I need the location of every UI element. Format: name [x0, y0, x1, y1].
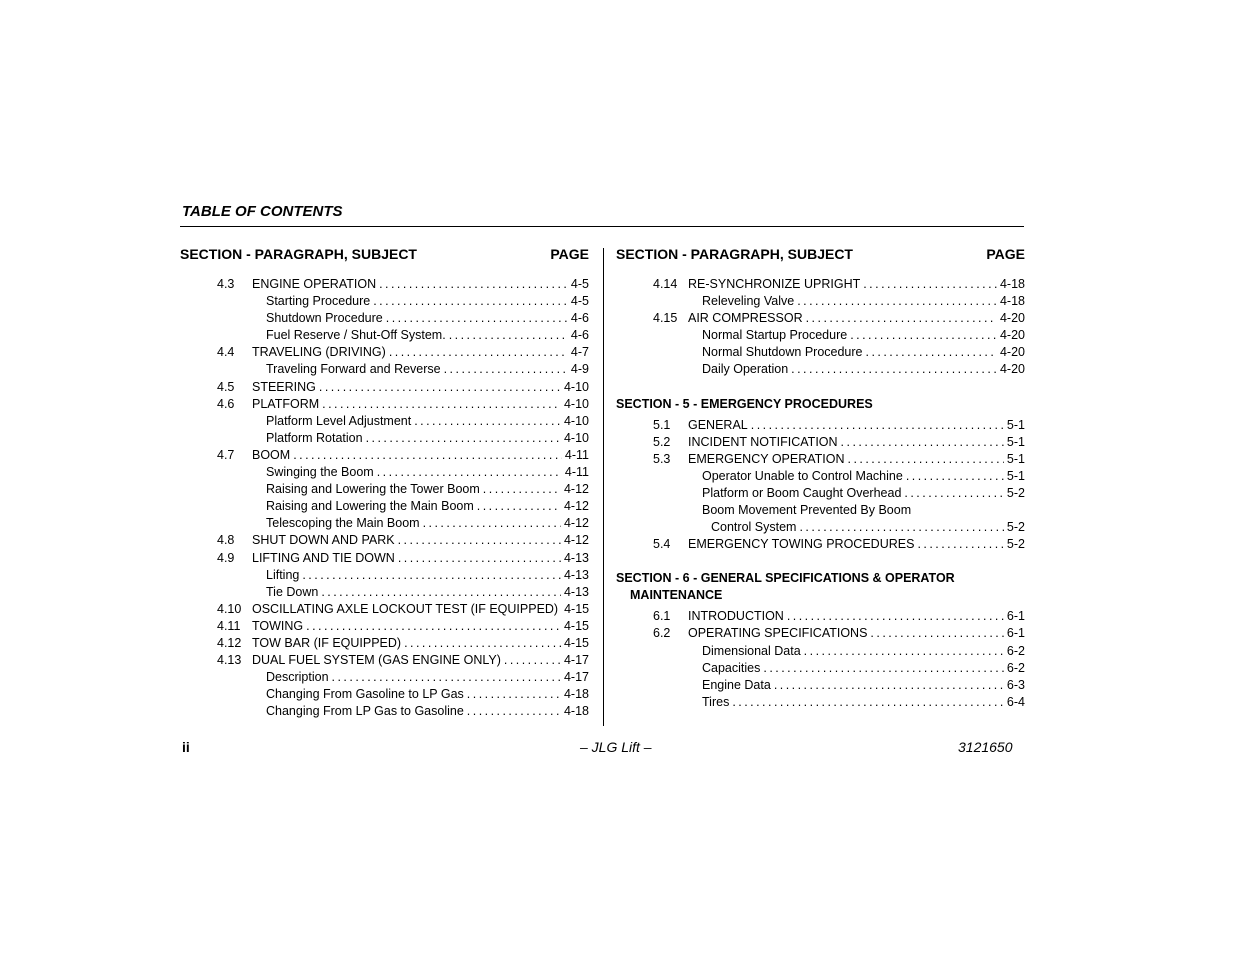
- toc-entry-leader: [906, 468, 1004, 485]
- toc-entry-title: PLATFORM: [252, 396, 320, 411]
- toc-entry-leader: [797, 293, 997, 310]
- toc-entries-section-6: [616, 608, 1025, 711]
- section-6-heading: [616, 570, 1025, 604]
- toc-entry-page: 5-2: [1006, 520, 1025, 535]
- column-heading-subject: SECTION - PARAGRAPH, SUBJECT: [616, 246, 853, 262]
- toc-entry-page: 4-10: [563, 430, 589, 445]
- toc-entry-page: 5-2: [1006, 485, 1025, 500]
- toc-entry-title: TOW BAR (IF EQUIPPED): [252, 635, 402, 650]
- toc-entry-leader: [799, 519, 1003, 536]
- toc-entry-page: 4-5: [570, 277, 589, 291]
- toc-entry-leader: [806, 310, 997, 327]
- toc-entry-leader: [870, 625, 1004, 642]
- toc-entry-page: 4-20: [999, 328, 1025, 343]
- toc-entry-page: 5-1: [1006, 434, 1025, 449]
- toc-entry[interactable]: [180, 652, 589, 669]
- toc-entries-section-5: [616, 417, 1025, 554]
- toc-entry[interactable]: [616, 276, 1025, 293]
- toc-entry-leader: [379, 276, 568, 293]
- toc-entry-title: Raising and Lowering the Tower Boom: [266, 482, 480, 497]
- toc-entry-leader: [804, 643, 1004, 660]
- column-divider: [603, 248, 604, 726]
- toc-entry-leader: [306, 618, 561, 635]
- toc-entry-leader: [302, 567, 561, 584]
- column-heading: [616, 246, 1025, 266]
- toc-entry-leader: [477, 498, 561, 515]
- toc-entry-number: 6.1: [653, 609, 671, 624]
- toc-entry-page: 4-20: [999, 345, 1025, 360]
- toc-entry-title: Releveling Valve: [702, 294, 795, 309]
- toc-entry-page: 4-7: [570, 345, 589, 360]
- toc-entry-title: Dimensional Data: [702, 643, 801, 658]
- toc-entry-page: 4-13: [563, 550, 589, 565]
- toc-entry-number: 4.3: [217, 277, 235, 291]
- toc-entry-title: BOOM: [252, 447, 291, 462]
- toc-entry-number: 4.5: [217, 379, 235, 394]
- toc-entry-leader: [787, 608, 1004, 625]
- footer-doc-number: 3121650: [958, 739, 1013, 755]
- toc-entries-right: [616, 276, 1025, 379]
- toc-entry-title: SHUT DOWN AND PARK: [252, 533, 395, 548]
- toc-entry-leader: [763, 660, 1004, 677]
- toc-entry[interactable]: [180, 344, 589, 361]
- toc-entry[interactable]: [616, 417, 1025, 434]
- toc-entry-leader: [321, 584, 561, 601]
- toc-entry[interactable]: [616, 344, 1025, 361]
- toc-entry-leader: [866, 344, 997, 361]
- toc-entry-title: Control System: [711, 520, 797, 535]
- toc-entry-title: Changing From Gasoline to LP Gas: [266, 687, 464, 702]
- toc-entry-title: Engine Data: [702, 677, 771, 692]
- toc-entry[interactable]: [616, 694, 1025, 711]
- toc-entry[interactable]: [180, 430, 589, 447]
- toc-entry-page: 4-13: [563, 567, 589, 582]
- toc-entry-page: 4-5: [570, 294, 589, 309]
- toc-entry-page: 4-10: [563, 379, 589, 394]
- toc-entry[interactable]: [180, 618, 589, 635]
- footer-center-text: – JLG Lift –: [580, 739, 652, 755]
- toc-entry-leader: [504, 652, 561, 669]
- toc-entry-leader: [850, 327, 997, 344]
- toc-entry[interactable]: [616, 434, 1025, 451]
- toc-entry-page: 4-6: [570, 311, 589, 326]
- toc-entry-number: 5.4: [653, 537, 671, 552]
- toc-entry[interactable]: [180, 567, 589, 584]
- toc-column-left: [180, 246, 589, 720]
- toc-entry-leader: [732, 694, 1004, 711]
- toc-entry[interactable]: [180, 601, 589, 618]
- toc-entry-page: 4-9: [570, 362, 589, 377]
- toc-entry-leader: [483, 481, 561, 498]
- toc-entry[interactable]: [180, 361, 589, 378]
- toc-entry-page: 4-17: [563, 653, 589, 668]
- toc-entry-page: 4-11: [564, 465, 589, 480]
- toc-entry-page: 4-15: [564, 601, 590, 616]
- toc-entry-title: Boom Movement Prevented By Boom: [702, 503, 912, 518]
- toc-entry-page: 6-1: [1006, 626, 1025, 641]
- section-6-heading-line2: MAINTENANCE: [630, 588, 723, 603]
- toc-entry-title: TOWING: [252, 618, 304, 633]
- toc-column-right: [616, 246, 1025, 711]
- toc-entry-title: INTRODUCTION: [688, 609, 784, 624]
- toc-entry-title: Description: [266, 670, 329, 685]
- footer-page-number: ii: [182, 739, 190, 755]
- toc-entry[interactable]: [180, 686, 589, 703]
- toc-entry-leader: [774, 677, 1004, 694]
- column-heading: [180, 246, 589, 266]
- toc-entry-page: 4-12: [563, 533, 589, 548]
- toc-entry-page: 4-18: [999, 294, 1025, 309]
- toc-entry-title: EMERGENCY OPERATION: [688, 451, 845, 466]
- header-rule: [180, 226, 1024, 227]
- toc-entry-title: AIR COMPRESSOR: [688, 311, 803, 326]
- toc-entry-number: 4.7: [217, 447, 235, 462]
- section-6-heading-line1: SECTION - 6 - GENERAL SPECIFICATIONS & OPERATOR: [616, 571, 955, 586]
- toc-entry-number: 4.15: [653, 311, 678, 326]
- toc-entry[interactable]: [180, 413, 589, 430]
- toc-entry-page: 4-11: [564, 447, 589, 462]
- toc-entry-page: 5-1: [1006, 451, 1025, 466]
- toc-entry-number: 5.3: [653, 451, 671, 466]
- toc-entry[interactable]: [616, 536, 1025, 553]
- toc-entry-title: Normal Shutdown Procedure: [702, 345, 863, 360]
- toc-entry-number: 4.11: [217, 618, 241, 633]
- toc-entry-page: 4-15: [563, 618, 589, 633]
- toc-entry-leader: [377, 464, 562, 481]
- column-heading-subject: SECTION - PARAGRAPH, SUBJECT: [180, 246, 417, 262]
- toc-entry-title: Raising and Lowering the Main Boom: [266, 499, 474, 514]
- toc-entry-leader: [414, 413, 561, 430]
- toc-entry-title: Shutdown Procedure: [266, 311, 383, 326]
- toc-entry-number: 4.4: [217, 345, 235, 360]
- toc-entry-leader: [332, 669, 561, 686]
- toc-entry-page: 4-10: [563, 413, 589, 428]
- toc-entry-leader: [423, 515, 561, 532]
- toc-entry-page: 4-13: [563, 584, 589, 599]
- toc-entry[interactable]: [180, 703, 589, 720]
- toc-entry[interactable]: [180, 515, 589, 532]
- toc-entry-title: Traveling Forward and Reverse: [266, 362, 441, 377]
- toc-entry-page: 6-3: [1006, 677, 1025, 692]
- toc-entry-title: TRAVELING (DRIVING): [252, 345, 386, 360]
- toc-entry-number: 4.14: [653, 277, 678, 291]
- toc-entry-title: Telescoping the Main Boom: [266, 516, 420, 531]
- toc-entry-number: 4.8: [217, 533, 235, 548]
- toc-entry[interactable]: [616, 502, 1025, 519]
- toc-entry-page: 4-18: [999, 277, 1025, 291]
- toc-entry-leader: [848, 451, 1004, 468]
- toc-entry-leader: [373, 293, 568, 310]
- toc-entry[interactable]: [180, 276, 589, 293]
- toc-entry[interactable]: [180, 464, 589, 481]
- toc-entry-leader: [791, 361, 997, 378]
- toc-entry-leader: [386, 310, 568, 327]
- toc-entry-number: 4.6: [217, 396, 235, 411]
- toc-entry-leader: [751, 417, 1004, 434]
- toc-entry-title: OSCILLATING AXLE LOCKOUT TEST (IF EQUIPPED): [252, 601, 559, 616]
- toc-entry-leader: [841, 434, 1004, 451]
- toc-entry-title: OPERATING SPECIFICATIONS: [688, 626, 868, 641]
- toc-entry-leader: [467, 686, 561, 703]
- toc-entry[interactable]: [180, 310, 589, 327]
- toc-entry-page: 5-1: [1006, 468, 1025, 483]
- toc-entry-page: 4-10: [563, 396, 589, 411]
- toc-entry[interactable]: [616, 361, 1025, 378]
- toc-entry-leader: [404, 635, 561, 652]
- toc-entry[interactable]: [180, 327, 589, 344]
- toc-entry-page: 5-1: [1006, 417, 1025, 432]
- toc-entry-title: Fuel Reserve / Shut-Off System.: [266, 328, 446, 343]
- toc-entry-page: 6-4: [1006, 694, 1025, 709]
- toc-entry-leader: [863, 276, 997, 293]
- toc-entry[interactable]: [180, 447, 589, 464]
- toc-entry[interactable]: [180, 293, 589, 310]
- toc-entry-page: 4-6: [570, 328, 589, 343]
- toc-entry-page: 6-1: [1006, 609, 1025, 624]
- toc-entry-leader: [398, 550, 561, 567]
- toc-entry-leader: [319, 379, 561, 396]
- toc-entry[interactable]: [180, 396, 589, 413]
- toc-entry[interactable]: [616, 310, 1025, 327]
- toc-entry-leader: [322, 396, 561, 413]
- toc-entry-leader: [293, 447, 562, 464]
- toc-entry[interactable]: [180, 532, 589, 549]
- toc-entry-leader: [449, 327, 568, 344]
- toc-entry-title: INCIDENT NOTIFICATION: [688, 434, 838, 449]
- toc-entry-leader: [444, 361, 568, 378]
- toc-entry-number: 4.10: [217, 601, 242, 616]
- toc-entry[interactable]: [616, 608, 1025, 625]
- toc-entry[interactable]: [616, 660, 1025, 677]
- toc-entry-leader: [467, 703, 561, 720]
- toc-entry-page: 4-18: [563, 687, 589, 702]
- toc-entry[interactable]: [616, 625, 1025, 642]
- toc-entry-page: 6-2: [1006, 660, 1025, 675]
- toc-entry-title: EMERGENCY TOWING PROCEDURES: [688, 537, 915, 552]
- toc-entry-number: 6.2: [653, 626, 671, 641]
- toc-entry-leader: [366, 430, 561, 447]
- toc-entry-title: Platform or Boom Caught Overhead: [702, 485, 902, 500]
- toc-entry-number: 4.12: [217, 635, 242, 650]
- toc-entry[interactable]: [180, 584, 589, 601]
- toc-entry-title: STEERING: [252, 379, 316, 394]
- toc-entry[interactable]: [616, 677, 1025, 694]
- toc-entry[interactable]: [616, 468, 1025, 485]
- toc-entry-page: 5-2: [1006, 537, 1025, 552]
- toc-entry-title: Tie Down: [266, 584, 319, 599]
- toc-entry-number: 4.9: [217, 550, 235, 565]
- toc-entry-leader: [389, 344, 568, 361]
- toc-entry-title: LIFTING AND TIE DOWN: [252, 550, 395, 565]
- column-heading-page: PAGE: [986, 246, 1025, 262]
- toc-entry[interactable]: [180, 481, 589, 498]
- toc-entry-leader: [904, 485, 1004, 502]
- toc-entry[interactable]: [180, 498, 589, 515]
- toc-entry[interactable]: [616, 293, 1025, 310]
- toc-entry[interactable]: [616, 451, 1025, 468]
- toc-entry[interactable]: [616, 519, 1025, 536]
- toc-entry-title: GENERAL: [688, 417, 748, 432]
- toc-entry-title: Changing From LP Gas to Gasoline: [266, 704, 464, 719]
- toc-entry-number: 5.1: [653, 417, 671, 432]
- toc-entry-title: Starting Procedure: [266, 294, 371, 309]
- toc-entry-title: ENGINE OPERATION: [252, 277, 377, 291]
- toc-entry-leader: [398, 532, 561, 549]
- toc-entry-title: Lifting: [266, 567, 300, 582]
- toc-entry-page: 6-2: [1006, 643, 1025, 658]
- toc-entry-page: 4-15: [563, 635, 589, 650]
- toc-entry-number: 5.2: [653, 434, 671, 449]
- toc-entry-title: Tires: [702, 694, 730, 709]
- toc-entry-page: 4-20: [999, 311, 1025, 326]
- section-5-heading: SECTION - 5 - EMERGENCY PROCEDURES: [616, 396, 873, 411]
- toc-entries-left: [180, 276, 589, 720]
- toc-entry-page: 4-12: [563, 482, 589, 497]
- page-title: TABLE OF CONTENTS: [182, 203, 343, 220]
- toc-entry-title: Platform Rotation: [266, 430, 363, 445]
- toc-entry[interactable]: [616, 327, 1025, 344]
- toc-entry-title: Platform Level Adjustment: [266, 413, 412, 428]
- toc-entry-title: RE-SYNCHRONIZE UPRIGHT: [688, 277, 861, 291]
- toc-entry[interactable]: [180, 669, 589, 686]
- toc-entry-title: Capacities: [702, 660, 761, 675]
- toc-entry-page: 4-12: [563, 516, 589, 531]
- toc-entry-title: Swinging the Boom: [266, 465, 374, 480]
- toc-entry-page: 4-20: [999, 362, 1025, 377]
- toc-entry-title: DUAL FUEL SYSTEM (GAS ENGINE ONLY): [252, 653, 501, 668]
- toc-entry-title: Operator Unable to Control Machine: [702, 468, 903, 483]
- toc-entry-page: 4-18: [563, 704, 589, 719]
- toc-entry[interactable]: [180, 635, 589, 652]
- toc-entry-page: 4-12: [563, 499, 589, 514]
- toc-entry-number: 4.13: [217, 653, 242, 668]
- toc-entry[interactable]: [180, 379, 589, 396]
- toc-entry-page: 4-17: [563, 670, 589, 685]
- toc-entry-title: Normal Startup Procedure: [702, 328, 848, 343]
- toc-entry-title: Daily Operation: [702, 362, 789, 377]
- toc-entry-leader: [917, 536, 1003, 553]
- toc-entry[interactable]: [180, 550, 589, 567]
- toc-entry[interactable]: [616, 643, 1025, 660]
- column-heading-page: PAGE: [550, 246, 589, 262]
- toc-entry[interactable]: [616, 485, 1025, 502]
